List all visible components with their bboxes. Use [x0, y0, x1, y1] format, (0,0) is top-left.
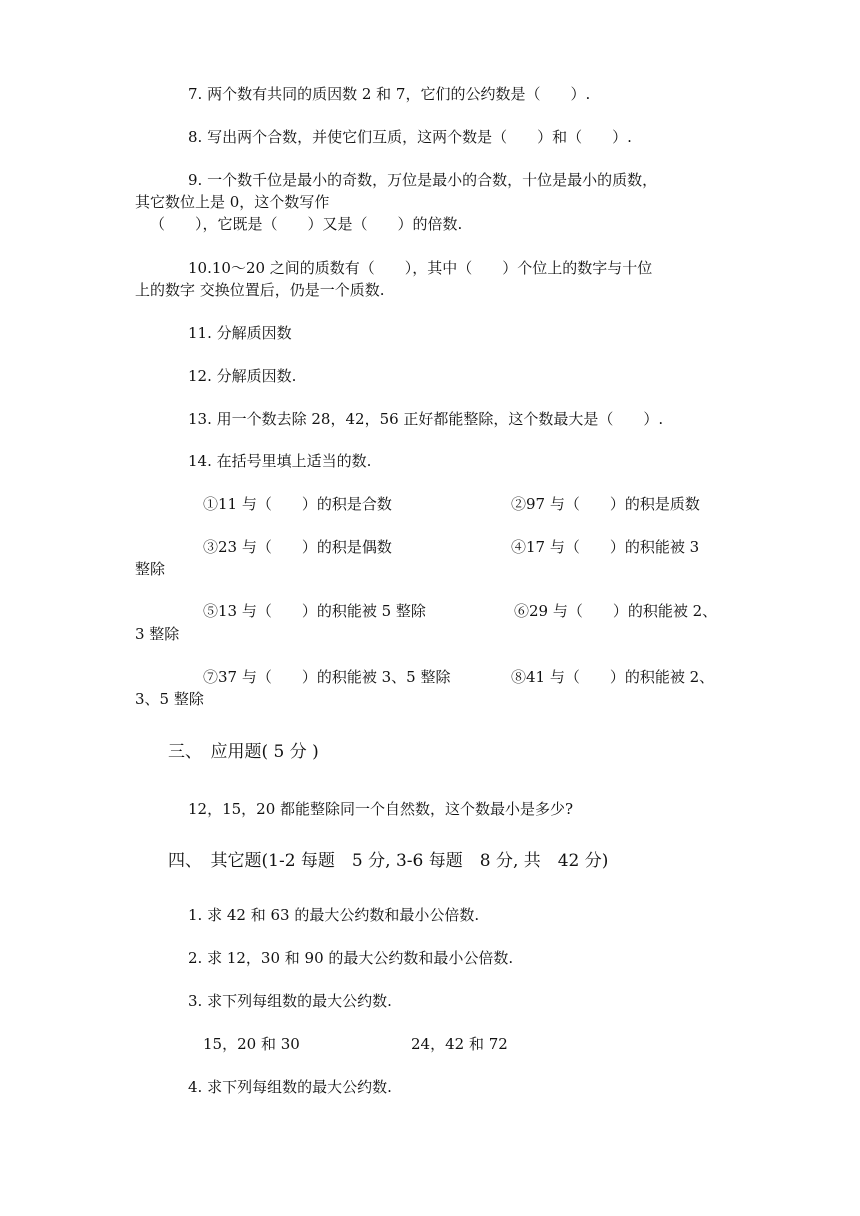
q14-item-4-line-2: 整除: [135, 560, 166, 578]
section-4-problem-2: 2. 求 12，30 和 90 的最大公约数和最小公倍数.: [188, 949, 514, 967]
problem-3-group-a: 15，20 和 30: [203, 1035, 300, 1053]
q14-item-5: ⑤13 与（ ）的积能被 5 整除: [203, 602, 426, 620]
q14-item-6-line-2: 3 整除: [135, 625, 180, 643]
q14-item-7: ⑦37 与（ ）的积能被 3、5 整除: [203, 668, 451, 686]
question-13: 13. 用一个数去除 28，42，56 正好都能整除，这个数最大是（ ）.: [188, 410, 664, 428]
section-4-problem-3: 3. 求下列每组数的最大公约数.: [188, 992, 392, 1010]
section-3-title: 三、 应用题( 5 分 ): [168, 742, 319, 762]
q14-item-8-line-2: 3、5 整除: [135, 690, 204, 708]
section-4-title: 四、 其它题(1-2 每题 5 分, 3-6 每题 8 分, 共 42 分): [168, 851, 609, 871]
question-10-line-2: 上的数字 交换位置后，仍是一个质数.: [135, 281, 385, 299]
question-9-line-1: 9. 一个数千位是最小的奇数，万位是最小的合数，十位是最小的质数，: [188, 171, 658, 189]
question-14: 14. 在括号里填上适当的数.: [188, 452, 372, 470]
question-7: 7. 两个数有共同的质因数 2 和 7，它们的公约数是（ ）.: [188, 85, 591, 103]
q14-item-2: ②97 与（ ）的积是质数: [511, 495, 700, 513]
q14-item-1: ①11 与（ ）的积是合数: [203, 495, 392, 513]
question-9-line-2: 其它数位上是 0，这个数写作: [135, 193, 330, 211]
q14-item-6-line-1: ⑥29 与（ ）的积能被 2、: [514, 602, 718, 620]
section-4-problem-1: 1. 求 42 和 63 的最大公约数和最小公倍数.: [188, 906, 480, 924]
question-9-line-3: （ ），它既是（ ）又是（ ）的倍数.: [150, 215, 463, 233]
question-12: 12. 分解质因数.: [188, 367, 297, 385]
question-10-line-1: 10.10～20 之间的质数有（ ），其中（ ）个位上的数字与十位: [188, 259, 653, 277]
section-3-problem: 12，15，20 都能整除同一个自然数，这个数最小是多少?: [188, 800, 574, 818]
q14-item-4-line-1: ④17 与（ ）的积能被 3: [511, 538, 700, 556]
q14-item-3: ③23 与（ ）的积是偶数: [203, 538, 392, 556]
q14-item-8-line-1: ⑧41 与（ ）的积能被 2、: [511, 668, 715, 686]
section-4-problem-4: 4. 求下列每组数的最大公约数.: [188, 1078, 392, 1096]
question-8: 8. 写出两个合数，并使它们互质，这两个数是（ ）和（ ）.: [188, 128, 632, 146]
problem-3-group-b: 24，42 和 72: [411, 1035, 508, 1053]
question-11: 11. 分解质因数: [188, 324, 292, 342]
